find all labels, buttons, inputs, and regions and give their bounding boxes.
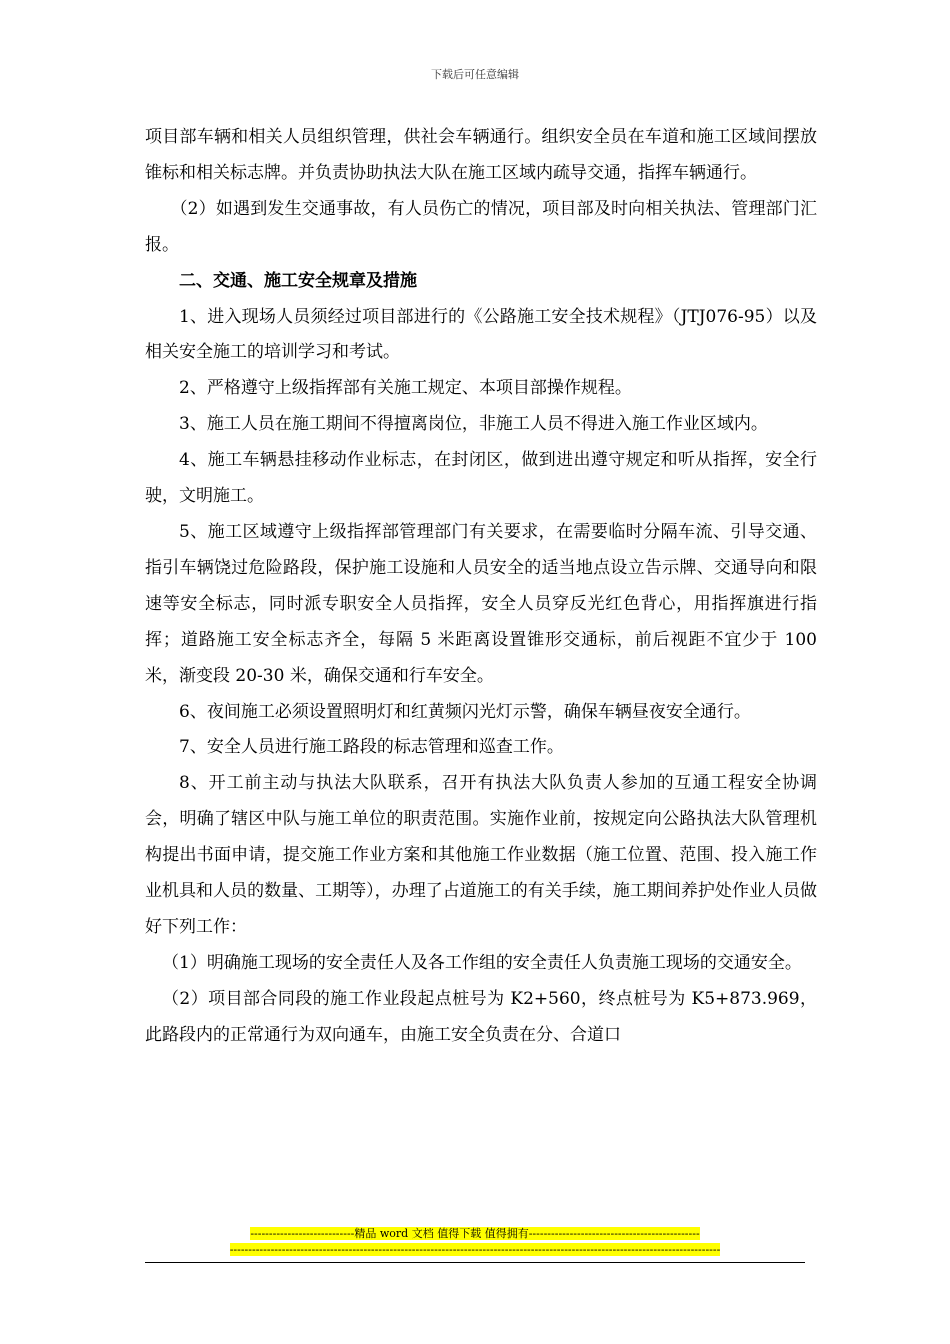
paragraph-rule-6: 6、夜间施工必须设置照明灯和红黄频闪光灯示警，确保车辆昼夜安全通行。 (179, 701, 751, 722)
paragraph-rule-5: 5、施工区域遵守上级指挥部管理部门有关要求，在需要临时分隔车流、引导交通、指引车辆饶过危险路段，保护施工设施和人员安全的适当地点设立告示牌、交通导向和限速等安全标志，同时派专职安全人员指挥，安全人员穿反光红色背心，用指挥旗进行指挥；道路施工安全标志齐全，每隔 5 米距离设置锥形交通标，前后视距不宜少于 100 米，渐变段 20-30 米，确保交通和行车安全。 (145, 521, 817, 686)
paragraph-item-2: （2）如遇到发生交通事故，有人员伤亡的情况，项目部及时向相关执法、管理部门汇报。 (145, 198, 817, 255)
paragraph-rule-1: 1、进入现场人员须经过项目部进行的《公路施工安全技术规程》（JTJ076-95）以及相关安全施工的培训学习和考试。 (145, 306, 817, 363)
document-body (145, 120, 817, 1054)
section-heading: 二、交通、施工安全规章及措施 (179, 270, 417, 291)
paragraph-rule-4: 4、施工车辆悬挂移动作业标志，在封闭区，做到进出遵守规定和听从指挥，安全行驶，文明施工。 (145, 450, 817, 507)
footer-divider (145, 1262, 805, 1263)
footer-banner-line-1: ----------------------------精品 word 文档 值得下载 值得拥有---------------------------------------------- (250, 1227, 700, 1240)
paragraph-rule-2: 2、严格遵守上级指挥部有关施工规定、本项目部操作规程。 (179, 378, 632, 399)
paragraph-sub-2: （2）项目部合同段的施工作业段起点桩号为 K2+560，终点桩号为 K5+873.969，此路段内的正常通行为双向通车，由施工安全负责在分、合道口 (145, 988, 817, 1045)
paragraph-rule-3: 3、施工人员在施工期间不得擅离岗位，非施工人员不得进入施工作业区域内。 (179, 414, 768, 435)
paragraph-sub-1: （1）明确施工现场的安全责任人及各工作组的安全责任人负责施工现场的交通安全。 (162, 952, 802, 973)
paragraph-continued: 项目部车辆和相关人员组织管理，供社会车辆通行。组织安全员在车道和施工区域间摆放锥标和相关标志牌。并负责协助执法大队在施工区域内疏导交通，指挥车辆通行。 (145, 127, 817, 183)
page-header: 下载后可任意编辑 (431, 68, 519, 81)
paragraph-rule-7: 7、安全人员进行施工路段的标志管理和巡查工作。 (179, 737, 564, 758)
paragraph-rule-8: 8、开工前主动与执法大队联系，召开有执法大队负责人参加的互通工程安全协调会，明确了辖区中队与施工单位的职责范围。实施作业前，按规定向公路执法大队管理机构提出书面申请，提交施工作业方案和其他施工作业数据（施工位置、范围、投入施工作业机具和人员的数量、工期等），办理了占道施工的有关手续，施工期间养护处作业人员做好下列工作： (145, 773, 817, 937)
footer-banner-line-2: ------------------------------------------------------------------------------------------------------------------------------------ (229, 1243, 721, 1256)
page-footer (0, 1226, 950, 1258)
